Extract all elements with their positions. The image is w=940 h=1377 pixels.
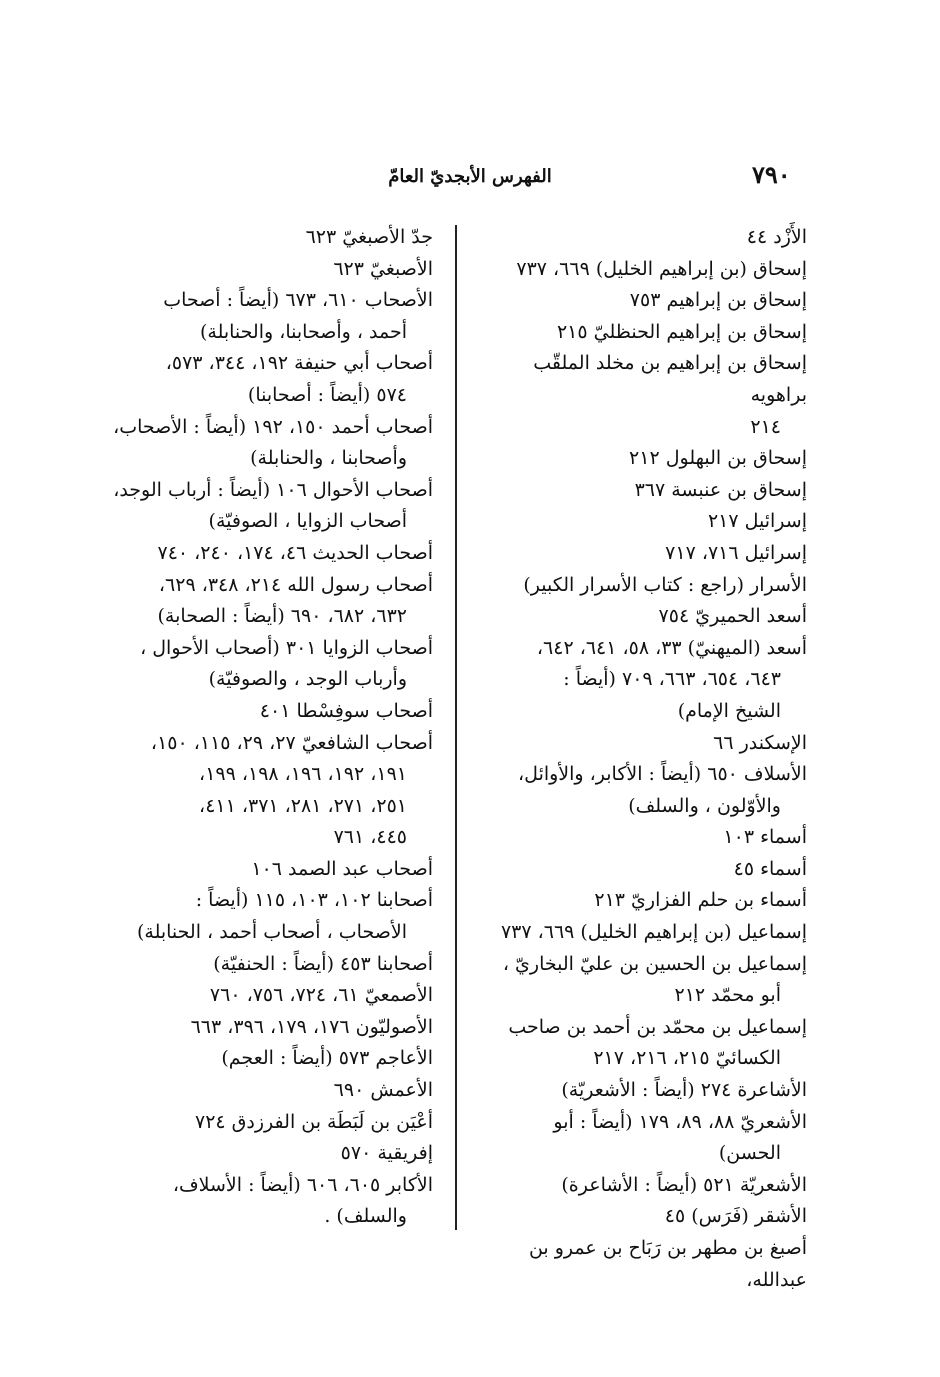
index-entry-continuation: ٢١٤	[750, 415, 781, 438]
index-entry	[482, 633, 807, 728]
index-entry	[482, 1012, 807, 1075]
index-entry	[482, 317, 807, 349]
index-entry-continuation: الأصحاب ، أصحاب أحمد ، الحنابلة)	[136, 921, 407, 944]
index-entry	[482, 475, 807, 507]
index-entry-line: إسماعيل بن محمّد بن أحمد بن صاحب	[508, 1015, 807, 1038]
index-entry	[108, 348, 433, 411]
index-entry-line: أصحاب الحديث ٤٦، ١٧٤، ٢٤٠، ٧٤٠	[157, 541, 433, 564]
index-entry	[482, 1170, 807, 1202]
index-entry	[108, 949, 433, 981]
index-entry	[482, 854, 807, 886]
index-entry-continuation: ٦٤٣، ٦٥٤، ٦٦٣، ٧٠٩ (أيضاً :	[563, 668, 781, 691]
index-entry	[108, 854, 433, 886]
index-column-right	[482, 222, 807, 1296]
index-entry-line: الأسرار (راجع : كتاب الأسرار الكبير)	[523, 573, 807, 596]
index-entry	[108, 222, 433, 254]
index-entry	[482, 443, 807, 475]
index-column-left	[108, 222, 433, 1233]
index-entry-continuation: أحمد ، وأصحابنا، والحنابلة)	[199, 320, 407, 343]
index-entry	[482, 1107, 807, 1170]
index-entry-line: أعْيَن بن لَبَطَة بن الفرزدق ٧٢٤	[195, 1110, 433, 1133]
index-entry-line: الأشعريّ ٨٨، ٨٩، ١٧٩ (أيضاً : أبو	[553, 1110, 807, 1133]
index-entry-line: أصحاب أبي حنيفة ١٩٢، ٣٤٤، ٥٧٣،	[165, 352, 433, 375]
running-title: الفهرس الأبجديّ العامّ	[388, 166, 552, 187]
index-entry-line: أسعد الحميريّ ٧٥٤	[658, 605, 807, 628]
index-entry	[482, 917, 807, 949]
index-entry-continuation: الشيخ الإمام)	[677, 699, 781, 722]
index-entry-line: أسماء ١٠٣	[723, 826, 807, 849]
index-entry	[482, 728, 807, 760]
index-entry	[108, 285, 433, 348]
index-entry	[482, 822, 807, 854]
index-entry-line: الأَزْد ٤٤	[746, 226, 807, 248]
index-entry-line: جدّ الأصبغيّ ٦٢٣	[305, 226, 433, 248]
index-entry-line: إسرائيل ٢١٧	[707, 510, 807, 533]
index-entry-continuation: والأوّلون ، والسلف)	[628, 794, 781, 817]
index-entry-line: إسحاق بن إبراهيم الحنظليّ ٢١٥	[556, 320, 807, 343]
index-entry	[108, 1075, 433, 1107]
index-entry-line: إسحاق بن إبراهيم بن مخلد الملقّب براهويه	[533, 352, 807, 406]
index-entry-continuation: الحسن)	[718, 1142, 781, 1165]
index-entry-line: أسعد (الميهنيّ) ٣٣، ٥٨، ٦٤١، ٦٤٢،	[536, 636, 807, 659]
index-entry-line: الأسلاف ٦٥٠ (أيضاً : الأكابر، والأوائل،	[518, 763, 807, 786]
index-entry-continuation: أصحاب الزوايا ، الصوفيّة)	[208, 510, 407, 533]
index-entry	[482, 601, 807, 633]
index-entry-continuation: ١٩١، ١٩٢، ١٩٦، ١٩٨، ١٩٩،	[199, 763, 407, 786]
index-entry-line: الإسكندر ٦٦	[713, 731, 807, 754]
index-entry-line: إسحاق بن إبراهيم ٧٥٣	[629, 289, 807, 312]
index-entry	[482, 885, 807, 917]
index-entry-line: أصحاب رسول الله ٢١٤، ٣٤٨، ٦٢٩،	[158, 573, 433, 596]
index-entry-line: إسرائيل ٧١٦، ٧١٧	[665, 541, 807, 564]
index-entry	[482, 1201, 807, 1233]
index-entry	[108, 1138, 433, 1170]
index-entry-continuation: ٥٧٤ (أيضاً : أصحابنا)	[247, 383, 407, 406]
index-entry-line: إسحاق (بن إبراهيم الخليل) ٦٦٩، ٧٣٧	[516, 257, 807, 280]
index-entry-line: إفريقية ٥٧٠	[340, 1142, 433, 1165]
index-entry	[108, 412, 433, 475]
index-entry-line: الأصبغيّ ٦٢٣	[333, 257, 433, 280]
index-entry	[108, 1043, 433, 1075]
index-entry-line: إسحاق بن عنبسة ٣٦٧	[634, 478, 807, 501]
index-entry-line: الأشقر (فَرَس) ٤٥	[664, 1205, 807, 1228]
index-entry	[482, 348, 807, 443]
index-entry	[482, 254, 807, 286]
index-entry	[108, 696, 433, 728]
index-entry-line: الأصمعيّ ٦١، ٧٢٤، ٧٥٦، ٧٦٠	[209, 984, 433, 1007]
index-entry-line: أسماء ٤٥	[733, 857, 807, 880]
index-entry-line: أصبغ بن مطهر بن رَبَاح بن عمرو بن عبدالله،	[528, 1237, 807, 1291]
index-entry-continuation: الكسائيّ ٢١٥، ٢١٦، ٢١٧	[593, 1047, 781, 1070]
index-entry-line: الأشاعرة ٢٧٤ (أيضاً : الأشعريّة)	[561, 1079, 807, 1102]
page-number: ٧٩٠	[752, 160, 791, 189]
index-entry-line: أصحاب أحمد ١٥٠، ١٩٢ (أيضاً : الأصحاب،	[113, 415, 433, 438]
index-entry-line: أصحاب الأحوال ١٠٦ (أيضاً : أرباب الوجد،	[113, 478, 433, 501]
index-entry-line: الأعاجم ٥٧٣ (أيضاً : العجم)	[221, 1047, 433, 1070]
index-entry-continuation: ٢٥١، ٢٧١، ٢٨١، ٣٧١، ٤١١،	[199, 794, 407, 817]
index-entry-line: أصحابنا ١٠٢، ١٠٣، ١١٥ (أيضاً :	[195, 889, 433, 912]
column-divider	[455, 225, 457, 1230]
index-entry-continuation: وأصحابنا ، والحنابلة)	[250, 447, 407, 470]
index-entry-line: الأشعريّة ٥٢١ (أيضاً : الأشاعرة)	[561, 1173, 807, 1196]
index-entry-line: أصحاب عبد الصمد ١٠٦	[251, 857, 433, 880]
index-entry-line: إسحاق بن البهلول ٢١٢	[629, 447, 807, 470]
index-entry-continuation: والسلف) .	[324, 1205, 407, 1228]
index-entry	[482, 1233, 807, 1296]
index-entry-continuation: وأرباب الوجد ، والصوفيّة)	[208, 668, 407, 691]
index-entry	[108, 980, 433, 1012]
index-entry-line: الأعمش ٦٩٠	[333, 1079, 433, 1102]
index-entry-line: إسماعيل بن الحسين بن عليّ البخاريّ ،	[502, 952, 807, 975]
index-entry-line: أصحاب سوفِسْطا ٤٠١	[259, 699, 433, 722]
index-entry	[108, 1107, 433, 1139]
index-entry	[108, 1170, 433, 1233]
index-entry-line: إسماعيل (بن إبراهيم الخليل) ٦٦٩، ٧٣٧	[500, 921, 807, 944]
index-entry	[482, 570, 807, 602]
index-entry	[108, 570, 433, 633]
index-entry	[108, 254, 433, 286]
index-entry	[482, 1075, 807, 1107]
index-entry	[482, 538, 807, 570]
index-entry	[482, 222, 807, 254]
index-entry-line: أسماء بن حلم الفزاريّ ٢١٣	[594, 889, 807, 912]
index-entry	[108, 885, 433, 948]
index-entry	[108, 538, 433, 570]
index-entry-continuation: أبو محمّد ٢١٢	[674, 984, 781, 1007]
index-entry-line: الأكابر ٦٠٥، ٦٠٦ (أيضاً : الأسلاف،	[172, 1173, 433, 1196]
index-entry-line: الأصحاب ٦١٠، ٦٧٣ (أيضاً : أصحاب	[163, 289, 433, 312]
index-entry-continuation: ٦٣٢، ٦٨٢، ٦٩٠ (أيضاً : الصحابة)	[157, 605, 407, 628]
index-entry	[482, 949, 807, 1012]
index-entry	[482, 506, 807, 538]
index-entry	[108, 728, 433, 854]
index-entry-line: أصحاب الزوايا ٣٠١ (أصحاب الأحوال ،	[140, 636, 433, 659]
index-entry	[108, 633, 433, 696]
index-entry	[482, 285, 807, 317]
index-entry	[108, 475, 433, 538]
index-entry	[482, 759, 807, 822]
index-entry	[108, 1012, 433, 1044]
index-entry-line: أصحاب الشافعيّ ٢٧، ٢٩، ١١٥، ١٥٠،	[150, 731, 433, 754]
index-entry-line: الأصوليّون ١٧٦، ١٧٩، ٣٩٦، ٦٦٣	[190, 1015, 433, 1038]
index-entry-continuation: ٤٤٥، ٧٦١	[333, 826, 407, 849]
index-entry-line: أصحابنا ٤٥٣ (أيضاً : الحنفيّة)	[213, 952, 433, 975]
